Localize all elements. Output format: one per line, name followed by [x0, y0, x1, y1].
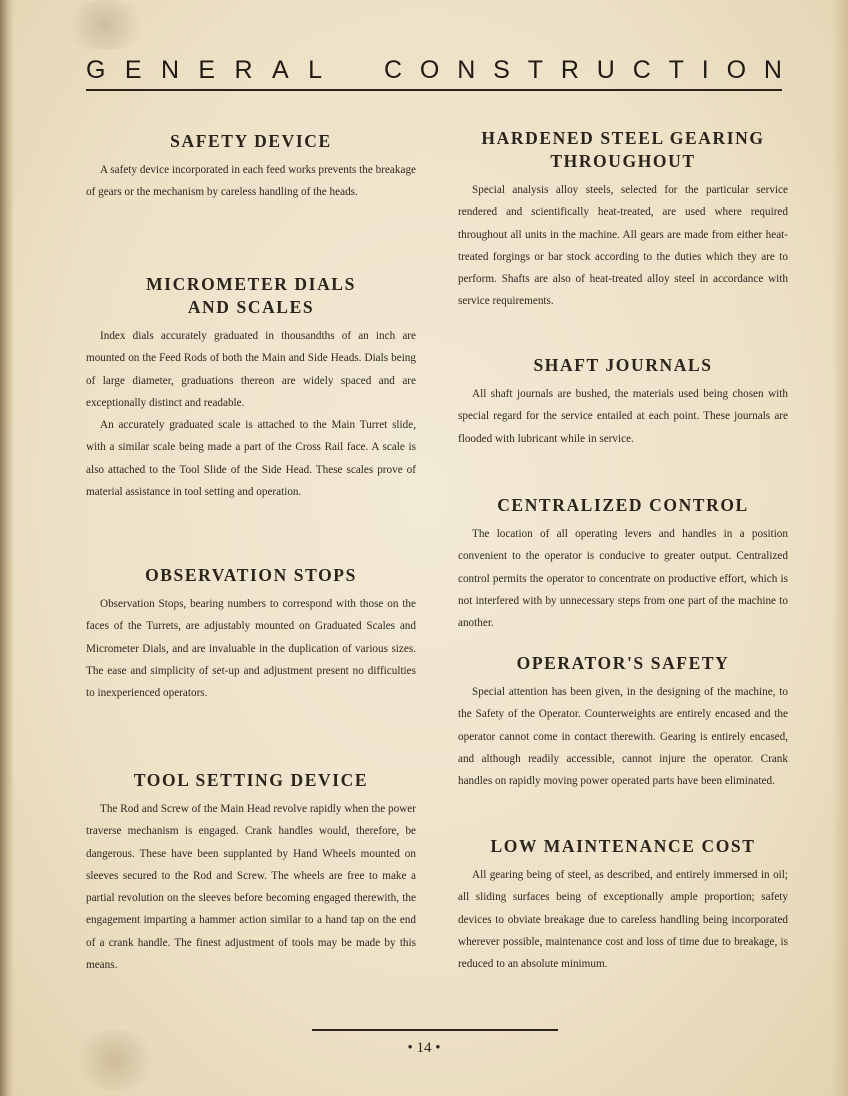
- header-word-general: [86, 56, 322, 85]
- section-body: [458, 523, 788, 634]
- page-binding-edge: [0, 0, 14, 1096]
- heading-line: AND SCALES: [187, 297, 315, 317]
- header-letter: E: [198, 56, 216, 84]
- section-body: [458, 681, 788, 792]
- heading-line: SHAFT JOURNALS: [533, 355, 713, 375]
- heading-line: OBSERVATION STOPS: [145, 565, 357, 585]
- paper-stain: [70, 1030, 160, 1090]
- paragraph: An accurately graduated scale is attached to the Main Turret slide, with a similar scale being made a part of the Cross Rail face. A scale is also attached to the Tool Slide of the Side Head. These scales prove of material assistance in tool setting and operation.: [86, 419, 416, 499]
- paragraph: Special attention has been given, in the designing of the machine, to the Safety of the Operator. Counterweights are entirely encased and the operator cannot come in contact therewith. Gearing is entirely encased, and although readily accessible, cannot injure the operator. Crank handles on rapidly moving power operated parts have been eliminated.: [458, 686, 788, 788]
- section-heading: [458, 835, 788, 858]
- section-body: [458, 383, 788, 450]
- page-header: [86, 56, 782, 85]
- heading-line: LOW MAINTENANCE COST: [490, 836, 756, 856]
- paragraph: Observation Stops, bearing numbers to correspond with those on the faces of the Turrets, are adjustably mounted on Graduated Scales and Micrometer Dials, and are invaluable in the duplication of various sizes. The ease and simplicity of set-up and adjustment present no difficulties to inexperienced operators.: [86, 598, 416, 700]
- paragraph: Special analysis alloy steels, selected for the particular service rendered and scientifically heat-treated, are used where required throughout all units in the machine. All gears are made from either heat-treated forgings or bar stock according to the duties which they are to perform. Shafts are also of heat-treated alloy steel in accordance with service requirements.: [458, 184, 788, 308]
- paper-stain: [60, 0, 150, 50]
- heading-line: OPERATOR'S SAFETY: [516, 653, 730, 673]
- heading-line: CENTRALIZED CONTROL: [497, 495, 749, 515]
- section-centralized-control: [458, 494, 788, 634]
- section-micrometer-dials: [86, 273, 416, 503]
- section-hardened-steel-gearing: [458, 127, 788, 313]
- header-letter: U: [596, 56, 615, 84]
- header-letter: C: [384, 56, 403, 84]
- section-body: [86, 593, 416, 704]
- section-tool-setting-device: [86, 769, 416, 976]
- heading-line: MICROMETER DIALS: [146, 274, 356, 294]
- page-right-edge: [832, 0, 848, 1096]
- header-letter: N: [160, 56, 180, 84]
- section-safety-device: [86, 130, 416, 204]
- section-observation-stops: [86, 564, 416, 704]
- heading-line: TOOL SETTING DEVICE: [133, 770, 369, 790]
- section-heading: [458, 652, 788, 675]
- footer-rule: [312, 1029, 558, 1031]
- header-letter: O: [419, 56, 440, 84]
- paragraph: All shaft journals are bushed, the materials used being chosen with special regard for the service entailed at each point. These journals are flooded with lubricant while in service.: [458, 388, 788, 445]
- page-number: • 14 •: [407, 1040, 441, 1056]
- header-letter: N: [457, 56, 476, 84]
- heading-line: HARDENED STEEL GEARING: [481, 128, 765, 148]
- section-heading: [86, 769, 416, 792]
- section-body: [458, 179, 788, 313]
- heading-line: THROUGHOUT: [550, 151, 696, 171]
- paragraph: The location of all operating levers and handles in a position convenient to the operator is conducive to greater output. Centralized control permits the operator to concentrate on productive effort, which is not interfered with by unnecessary steps from one part of the machine to another.: [458, 528, 788, 630]
- header-letter: N: [763, 56, 782, 84]
- header-letter: O: [726, 56, 747, 84]
- header-word-construction: [384, 56, 782, 85]
- section-heading: [86, 130, 416, 153]
- section-body: [86, 159, 416, 204]
- header-rule: [86, 89, 782, 91]
- header-letter: T: [668, 56, 684, 84]
- header-letter: I: [701, 56, 709, 84]
- section-body: [458, 864, 788, 975]
- section-heading: [86, 273, 416, 319]
- section-heading: [86, 564, 416, 587]
- header-letter: S: [493, 56, 510, 84]
- paragraph: The Rod and Screw of the Main Head revolve rapidly when the power traverse mechanism is engaged. Crank handles would, therefore, be dangerous. These have been supplanted by Hand Wheels mounted on sleeves secured to the Rod and Screw. The wheels are free to make a partial revolution on the sleeves before becoming engaged therewith, the engagement imparting a hammer action similar to a hand tap on the end of a crank handle. The finest adjustment of tools may be made by this means.: [86, 803, 416, 972]
- header-letter: T: [527, 56, 543, 84]
- header-letter: G: [86, 56, 106, 84]
- header-letter: R: [234, 56, 253, 84]
- section-body: [86, 325, 416, 503]
- header-letter: L: [308, 56, 322, 84]
- section-shaft-journals: [458, 354, 788, 450]
- section-heading: [458, 127, 788, 173]
- header-letter: C: [632, 56, 651, 84]
- paragraph: Index dials accurately graduated in thousandths of an inch are mounted on the Feed Rods of both the Main and Side Heads. Dials being of large diameter, graduations thereon are widely spaced and are exceptionally distinct and readable.: [86, 330, 416, 409]
- heading-line: SAFETY DEVICE: [170, 131, 332, 151]
- section-low-maintenance-cost: [458, 835, 788, 975]
- header-letter: A: [271, 56, 289, 84]
- paragraph: A safety device incorporated in each feed works prevents the breakage of gears or the mechanism by careless handling of the heads.: [86, 164, 416, 199]
- section-heading: [458, 494, 788, 517]
- section-body: [86, 798, 416, 976]
- section-heading: [458, 354, 788, 377]
- paragraph: All gearing being of steel, as described, and entirely immersed in oil; all sliding surfaces being of exceptionally ample proportion; safety devices to obviate breakage due to careless handling being incorporated wherever possible, maintenance cost and loss of time due to breakage, is reduced to an absolute minimum.: [458, 869, 788, 971]
- header-letter: E: [124, 56, 142, 84]
- section-operators-safety: [458, 652, 788, 792]
- header-letter: R: [560, 56, 579, 84]
